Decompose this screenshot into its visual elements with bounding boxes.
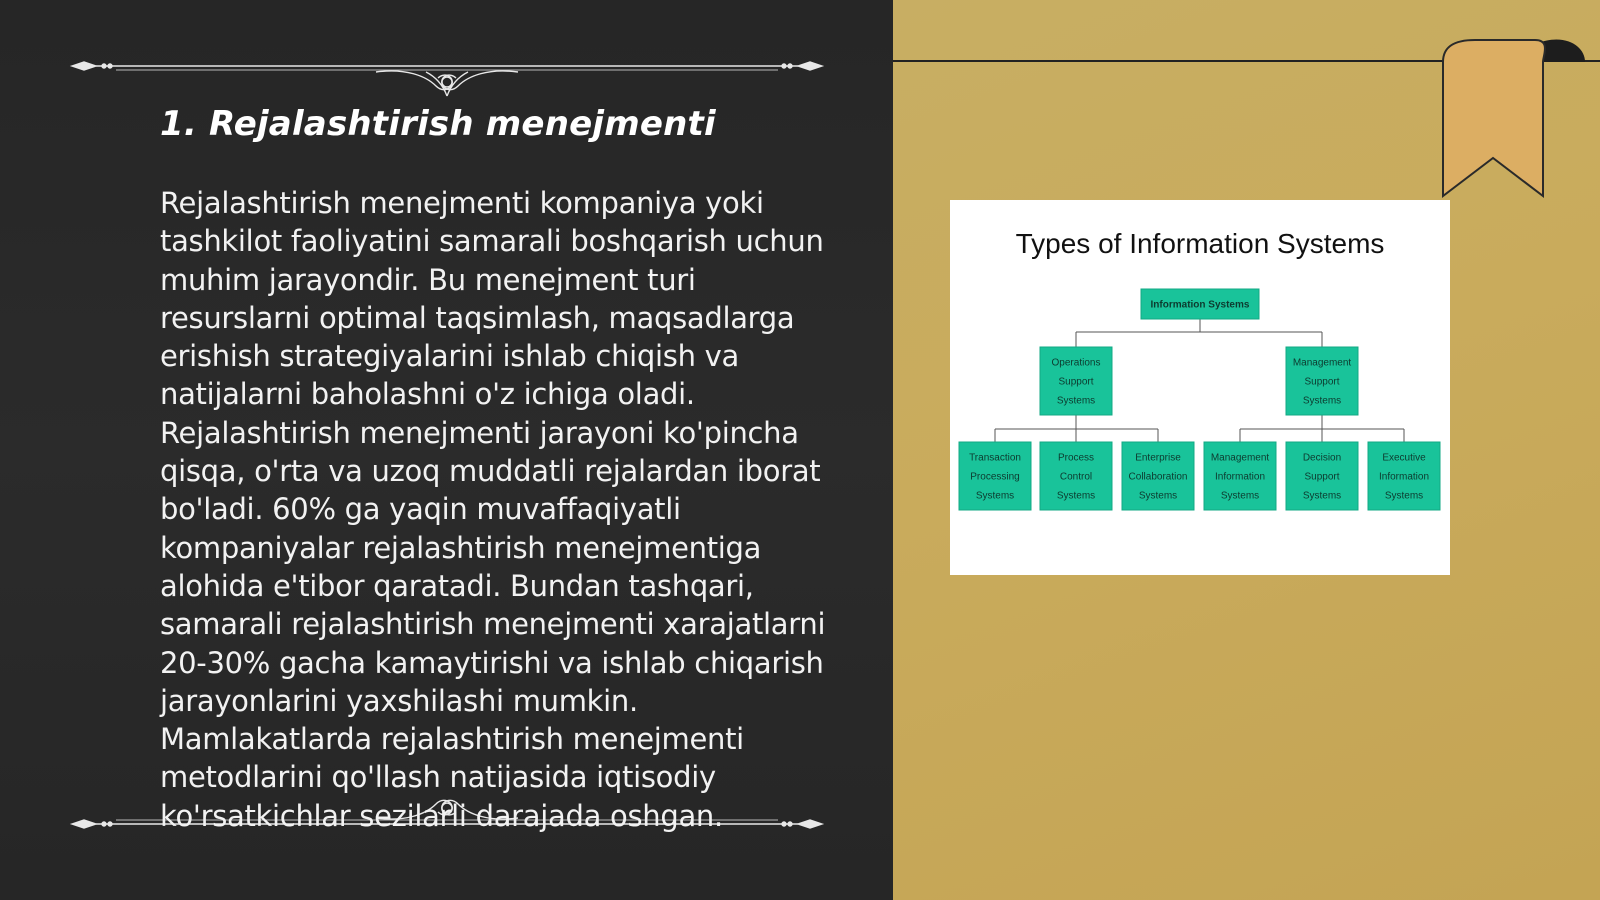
slide-title: 1. Rejalashtirish menejmenti xyxy=(160,104,716,144)
node-level2 xyxy=(1204,442,1276,510)
node-level1-label: Operations xyxy=(1051,357,1101,369)
node-level2-label: Information xyxy=(1378,471,1430,483)
node-level2-label: Decision xyxy=(1302,452,1342,464)
node-level2-label: Processing xyxy=(970,471,1020,483)
top-ornament-divider xyxy=(66,38,828,98)
node-level1 xyxy=(1286,347,1358,415)
node-level2-label: Support xyxy=(1304,471,1340,483)
node-level1 xyxy=(1040,347,1112,415)
node-level2-label: Enterprise xyxy=(1135,452,1181,464)
node-level2-label: Systems xyxy=(1056,490,1096,502)
slide-body-text: Rejalashtirish menejmenti kompaniya yoki tashkilot faoliyatini samarali boshqarish uchun muhim jarayondir. Bu menejment turi resurslarni optimal taqsimlash, maqsadlarga erishish strategiyalarini ishlab chiqish va natijalarni baholashni o'z ichiga oladi. Rejalashtirish menejmenti jarayoni ko'pincha qisqa, o'rta va uzoq muddatli rejalardan iborat bo'ladi. 60% ga yaqin muvaffaqiyatli kompaniyalar rejalashtirish menejmentiga alohida e'tibor qaratadi. Bundan tashqari, samarali rejalashtirish menejmenti xarajatlarni 20-30% gacha kamaytirishi va ishlab chiqarish jarayonlarini yaxshilashi mumkin. Mamlakatlarda rejalashtirish menejmenti metodlarini qo'llash natijasida iqtisodiy ko'rsatkichlar sezilarli darajada oshgan. xyxy=(160,186,826,833)
figure-title: Types of Information Systems xyxy=(1015,228,1385,259)
org-chart xyxy=(950,200,1450,575)
node-root-label: Information Systems xyxy=(1150,299,1250,311)
node-level2 xyxy=(1368,442,1440,510)
node-level2-label: Information xyxy=(1214,471,1266,483)
node-level2-label: Collaboration xyxy=(1128,471,1188,483)
node-level2 xyxy=(1040,442,1112,510)
node-level2-label: Systems xyxy=(1220,490,1260,502)
node-level2-label: Process xyxy=(1057,452,1095,464)
node-level2-label: Transaction xyxy=(969,452,1021,464)
node-level2-label: Systems xyxy=(975,490,1015,502)
node-level1-label: Systems xyxy=(1302,395,1342,407)
node-level2-label: Systems xyxy=(1302,490,1342,502)
node-root xyxy=(1141,289,1259,319)
node-level2-label: Systems xyxy=(1138,490,1178,502)
node-level2 xyxy=(959,442,1031,510)
node-level2-label: Control xyxy=(1059,471,1093,483)
node-level2-label: Systems xyxy=(1384,490,1424,502)
node-level1-label: Management xyxy=(1292,357,1352,369)
information-systems-figure xyxy=(950,200,1450,575)
bookmark-ribbon-icon xyxy=(1435,36,1585,198)
node-level2 xyxy=(1286,442,1358,510)
node-level1-label: Support xyxy=(1058,376,1094,388)
node-level2-label: Management xyxy=(1210,452,1270,464)
node-level2 xyxy=(1122,442,1194,510)
node-level2-label: Executive xyxy=(1382,452,1426,464)
node-level1-label: Support xyxy=(1304,376,1340,388)
node-level1-label: Systems xyxy=(1056,395,1096,407)
